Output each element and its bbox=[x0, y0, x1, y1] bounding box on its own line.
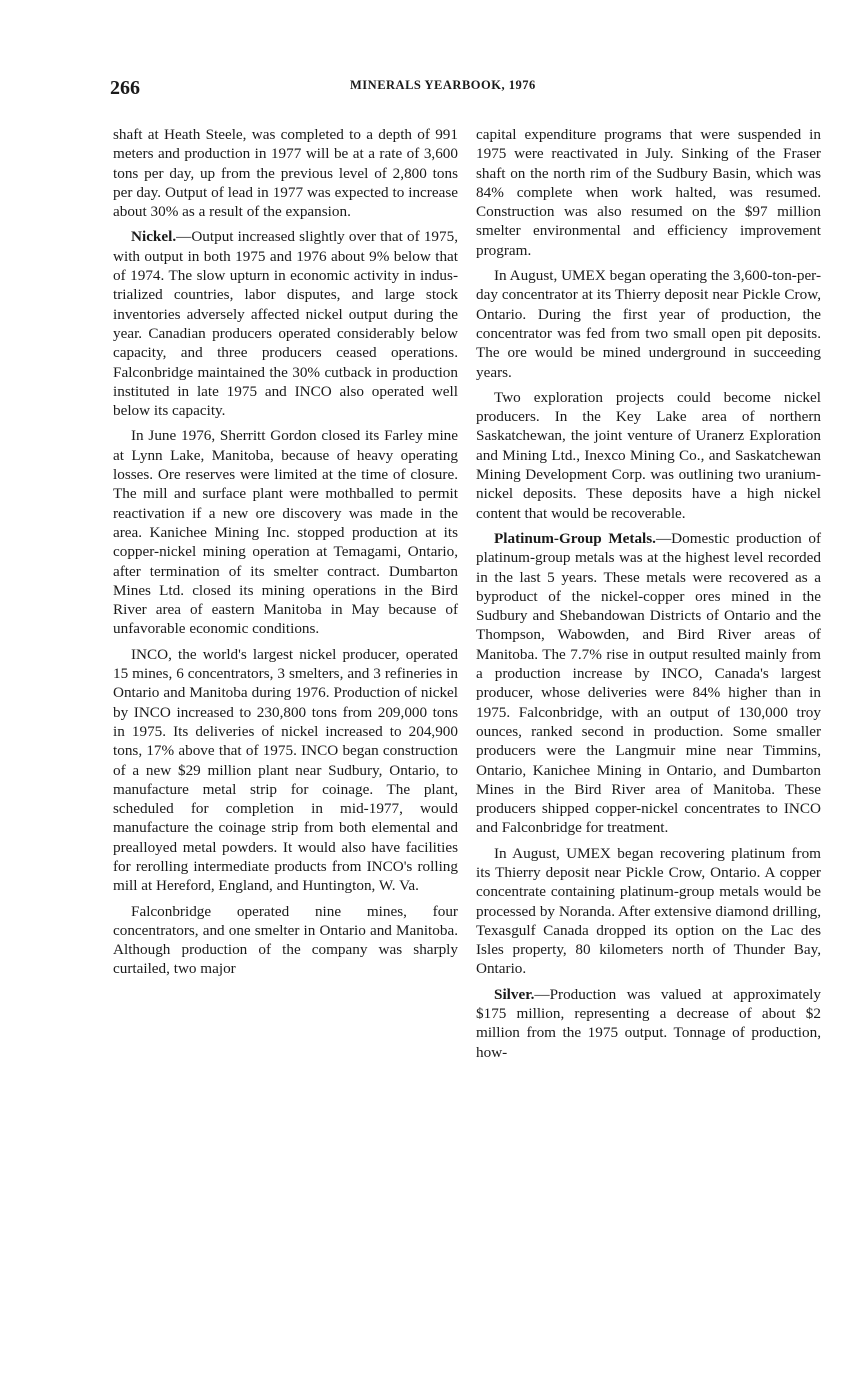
paragraph: INCO, the world's largest nickel producer, operated 15 mines, 6 concentrators, 3 smelters, and 3 refineries in Ontario and Manitoba during 1976. Production of nickel by INCO increased to 230,800 tons from 209,000 tons in 1975. Its deliveries of nickel increased to 204,900 tons, 17% above that of 1975. INCO began construction of a new $29 million plant near Sudbury, Ontario, to manufacture metal strip for coinage. The plant, scheduled for completion in mid-1977, would manufacture the coinage strip from both elemental and prealloyed metal powders. It would also have facilities for rerolling intermediate products from INCO's rolling mill at Hereford, England, and Huntington, W. Va. bbox=[113, 645, 458, 895]
section-heading-silver: Silver. bbox=[494, 985, 535, 1003]
right-column bbox=[476, 125, 821, 1068]
paragraph-text: —Domestic production of platinum-group metals was at the highest level recorded in the last 5 years. These metals were recovered as a byproduct of the nickel-copper ores mined in the Sudbury and Shebandowan Districts of Ontario and the Thompson, Wabowden, and Bird River areas of Manitoba. The 7.7% rise in output resulted mainly from a production increase by INCO, Canada's largest producer, whose deliveries were 84% higher than in 1975. Falconbridge, with an output of 130,000 troy ounces, ranked second in production. Some smaller producers were the Langmuir mine near Timmins, Ontario, Kanichee Mining in Ontario, and Dumbarton Mines in the Bird River area of Manitoba. These producers shipped copper-nickel concentrates to INCO and Falconbridge for treatment. bbox=[476, 529, 821, 837]
section-heading-platinum: Platinum-Group Metals. bbox=[494, 529, 656, 547]
paragraph-silver bbox=[476, 985, 821, 1062]
left-column bbox=[113, 125, 458, 985]
paragraph-nickel bbox=[113, 227, 458, 420]
section-heading-nickel: Nickel. bbox=[131, 228, 177, 246]
paragraph: Falconbridge operated nine mines, four concentrators, and one smelter in Ontario and Manitoba. Although production of the company was sharply curtailed, two major bbox=[113, 902, 458, 978]
paragraph-text: —Production was valued at approximately $175 million, representing a decrease of about $2 million from the 1975 output. Tonnage of production, how- bbox=[476, 985, 821, 1061]
paragraph: In August, UMEX began recovering platinum from its Thierry deposit near Pickle Crow, Ontario. A copper concentrate containing platinum-group metals would be processed by Noranda. After extensive diamond drilling, Texasgulf Canada dropped its option on the Lac des Isles property, 80 kilometers north of Thunder Bay, Ontario. bbox=[476, 844, 821, 978]
page-number: 266 bbox=[110, 77, 140, 99]
paragraph: shaft at Heath Steele, was completed to a depth of 991 meters and production in 1977 will be at a rate of 3,600 tons per day, up from the previous level of 2,800 tons per day. Output of lead in 1977 was expected to increase about 30% as a result of the expansion. bbox=[113, 126, 458, 221]
page-header bbox=[110, 74, 823, 104]
paragraph: In June 1976, Sherritt Gordon closed its Farley mine at Lynn Lake, Manitoba, because of heavy operating losses. Ore reserves were limited at the time of closure. The mill and surface plant were mothballed to permit reactivation if a new ore discovery was made in the area. Kanichee Mining Inc. stopped production at its copper-nickel mining operation at Temagami, Ontario, after termination of its smelter contract. Dumbarton Mines Ltd. closed its mining operations in the Bird River area of eastern Manitoba in May because of unfavorable economic conditions. bbox=[113, 427, 458, 638]
paragraph: Two exploration projects could become nickel producers. In the Key Lake area of northern Saskatchewan, the joint venture of Uranerz Exploration and Mining Ltd., Inexco Mining Co., and Saskatchewan Mining Development Corp. was outlining two uranium-nickel deposits. These deposits have a high nickel content that would be recoverable. bbox=[476, 388, 821, 522]
paragraph: In August, UMEX began operating the 3,600-ton-per-day concentrator at its Thierry deposit near Pickle Crow, Ontario. During the first year of production, the concentrator was fed from two small open pit deposits. The ore would be mined underground in succeeding years. bbox=[476, 267, 821, 381]
running-head: MINERALS YEARBOOK, 1976 bbox=[350, 78, 536, 92]
paragraph-platinum bbox=[476, 529, 821, 838]
paragraph: capital expenditure programs that were suspended in 1975 were reactivated in July. Sinking of the Fraser shaft on the north rim of the Sudbury Basin, which was 84% complete when work halted, was resumed. Construction was also resumed on the $97 million smelter environmental and efficiency improvement program. bbox=[476, 126, 821, 259]
paragraph-text: —Output increased slightly over that of 1975, with output in both 1975 and 1976 about 9% below that of 1974. The slow upturn in economic activity in industrialized countries, labor disputes, and large stock inventories adversely affected nickel output during the year. Canadian producers operated considerably below capacity, and three producers ceased operations. Falconbridge maintained the 30% cutback in production instituted in late 1975 and INCO also operated well below its capacity. bbox=[113, 228, 458, 420]
